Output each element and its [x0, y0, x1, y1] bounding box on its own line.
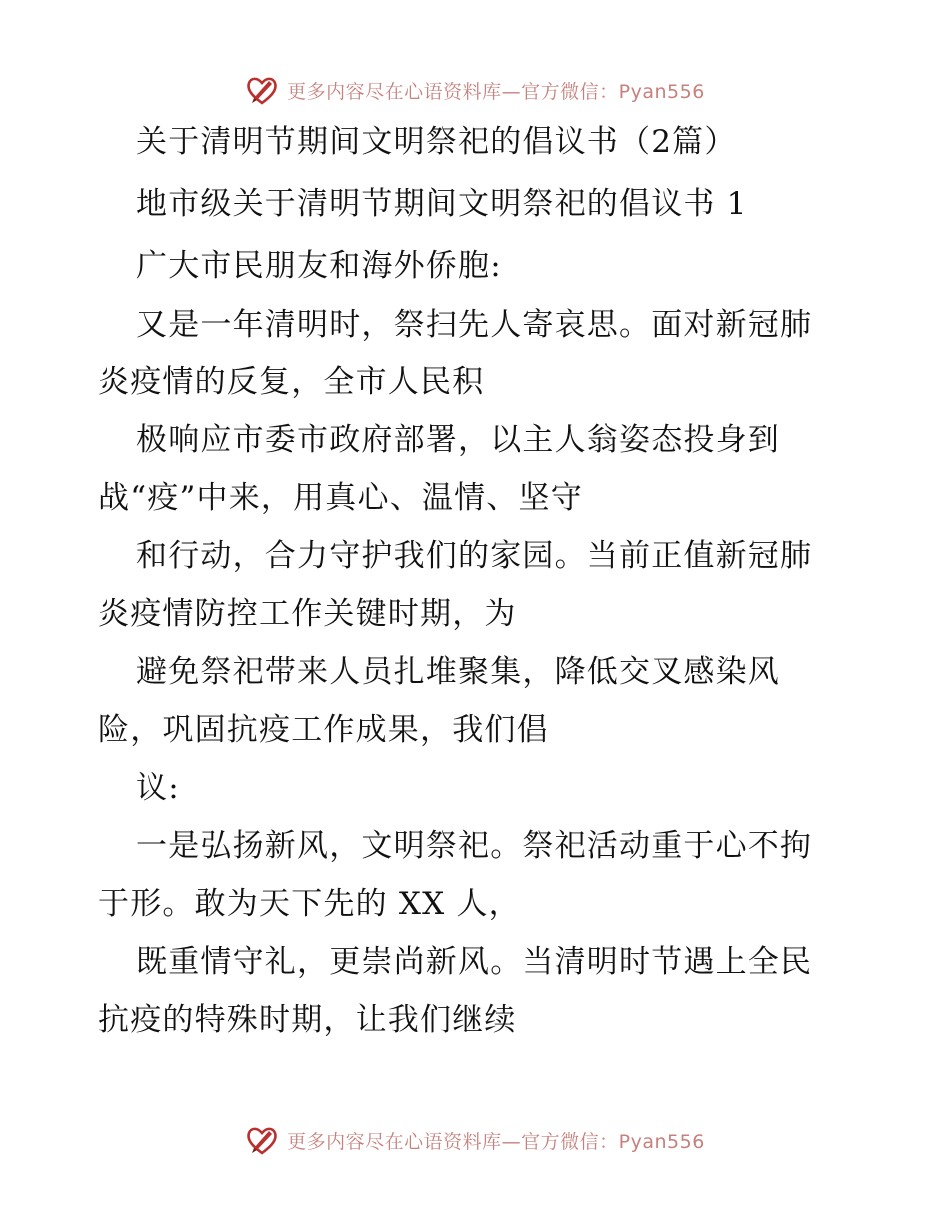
header-banner-text: 更多内容尽在心语资料库—官方微信：Pyan556: [287, 80, 705, 103]
footer-banner-text: 更多内容尽在心语资料库—官方微信：Pyan556: [287, 1130, 705, 1153]
paragraph-line: 炎疫情防控工作关键时期，为: [98, 596, 517, 632]
document-subtitle: 地市级关于清明节期间文明祭祀的倡议书 1: [136, 186, 748, 222]
paragraph-line: 极响应市委市政府部署，以主人翁姿态投身到: [136, 422, 780, 458]
paragraph-line: 战“疫”中来，用真心、温情、坚守: [98, 480, 583, 516]
paragraph-line: 既重情守礼，更崇尚新风。当清明时节遇上全民: [136, 944, 813, 980]
document-title: 关于清明节期间文明祭祀的倡议书（2篇）: [136, 124, 737, 160]
paragraph-line: 险，巩固抗疫工作成果，我们倡: [98, 712, 549, 748]
paragraph-line: 炎疫情的反复，全市人民积: [98, 364, 485, 400]
header-banner: [0, 70, 950, 110]
heart-pen-logo-icon: [245, 1123, 279, 1157]
salutation: 广大市民朋友和海外侨胞:: [136, 248, 502, 284]
footer-banner: [0, 1120, 950, 1160]
paragraph-line: 避免祭祀带来人员扎堆聚集，降低交叉感染风: [136, 654, 780, 690]
paragraph-line: 和行动，合力守护我们的家园。当前正值新冠肺: [136, 538, 813, 574]
paragraph-line: 一是弘扬新风，文明祭祀。祭祀活动重于心不拘: [136, 828, 813, 864]
heart-pen-logo-icon: [245, 73, 279, 107]
paragraph-line: 议:: [136, 770, 180, 806]
paragraph-line: 于形。敢为天下先的 XX 人，: [98, 886, 521, 922]
paragraph-line: 抗疫的特殊时期，让我们继续: [98, 1002, 517, 1038]
paragraph-line: 又是一年清明时，祭扫先人寄哀思。面对新冠肺: [136, 307, 813, 343]
